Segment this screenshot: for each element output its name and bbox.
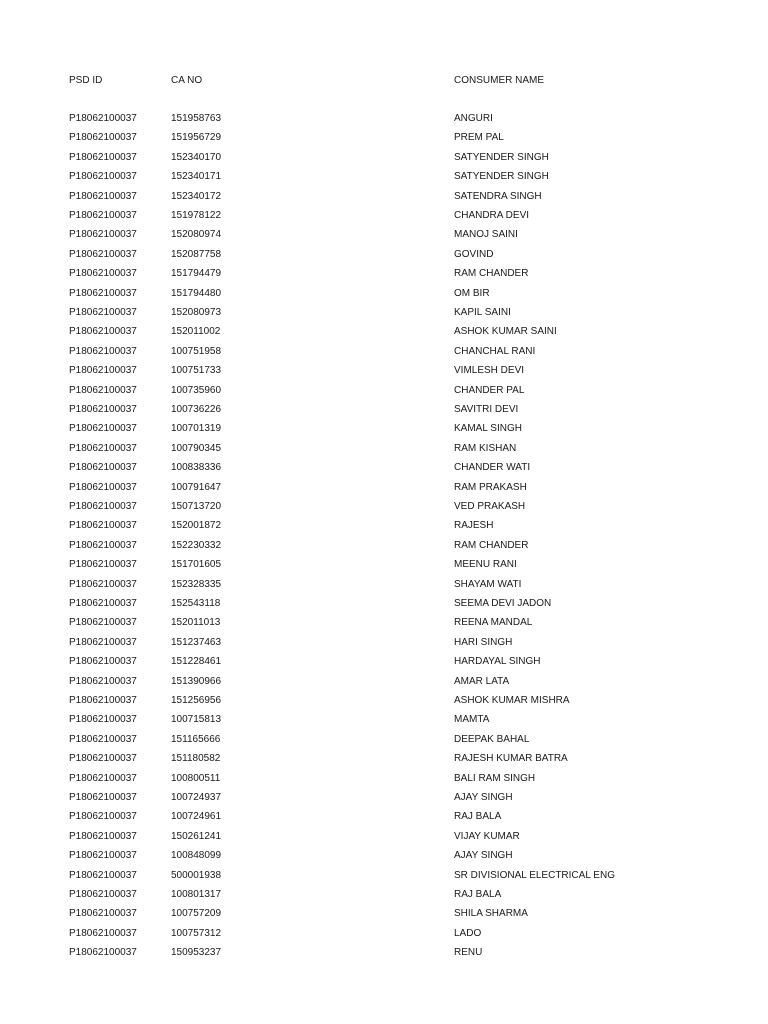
ca-no-cell: 100736226 [171,404,222,415]
psd-id-cell: P18062100037 [69,326,137,338]
consumer-name-cell: ASHOK KUMAR SAINI [454,326,557,338]
psd-id-cell: P18062100037 [69,365,137,377]
table-row [0,342,768,361]
table-row [0,284,768,303]
psd-id-cell: P18062100037 [69,792,137,803]
ca-no-cell: 152340171 [171,171,222,183]
ca-no-cell: 100735960 [171,384,222,396]
table-row [0,575,768,594]
ca-no-cell: 152011002 [171,326,221,338]
ca-no-cell: 150953237 [171,947,222,959]
ca-no-cell: 500001938 [171,869,222,881]
ca-no-cell: 100757209 [171,908,222,920]
psd-id-cell: P18062100037 [69,345,137,357]
psd-id-cell: P18062100037 [69,617,137,629]
table-row [0,128,768,147]
consumer-name-cell: RAM KISHAN [454,442,517,454]
psd-id-cell: P18062100037 [69,481,137,493]
column-header-ca-no: CA NO [171,75,203,86]
consumer-name-cell: HARDAYAL SINGH [454,656,541,668]
consumer-name-cell: SEEMA DEVI JADON [454,598,552,609]
psd-id-cell: P18062100037 [69,171,137,183]
ca-no-cell: 100751733 [171,365,222,377]
psd-id-cell: P18062100037 [69,889,137,900]
psd-id-cell: P18062100037 [69,248,137,260]
psd-id-cell: P18062100037 [69,501,137,512]
consumer-name-cell: VIJAY KUMAR [454,830,520,842]
psd-id-cell: P18062100037 [69,714,137,726]
psd-id-cell: P18062100037 [69,908,137,920]
ca-no-cell: 152340170 [171,151,222,163]
consumer-name-cell: RENU [454,947,483,959]
psd-id-cell: P18062100037 [69,113,137,124]
consumer-name-cell: SR DIVISIONAL ELECTRICAL ENG [454,869,615,881]
psd-id-cell: P18062100037 [69,636,137,648]
consumer-name-cell: CHANDER PAL [454,384,525,396]
psd-id-cell: P18062100037 [69,947,137,959]
table-row [0,633,768,652]
psd-id-cell: P18062100037 [69,268,137,280]
table-header-row [0,71,768,90]
ca-no-cell: 100800511 [171,772,221,784]
table-row [0,769,768,788]
ca-no-cell: 152080974 [171,229,222,241]
table-row [0,691,768,710]
table-row [0,710,768,729]
consumer-name-cell: SHAYAM WATI [454,578,522,590]
ca-no-cell: 100757312 [171,927,222,939]
table-row [0,245,768,264]
psd-id-cell: P18062100037 [69,307,137,318]
table-row [0,148,768,167]
table-row [0,652,768,671]
ca-no-cell: 150261241 [171,830,222,842]
psd-id-cell: P18062100037 [69,927,137,939]
psd-id-cell: P18062100037 [69,190,137,202]
consumer-name-cell: RAJESH KUMAR BATRA [454,753,568,765]
table-row [0,516,768,535]
ca-no-cell: 152328335 [171,578,222,590]
consumer-name-cell: RAJESH [454,520,494,532]
consumer-name-cell: KAMAL SINGH [454,423,522,435]
consumer-name-cell: AMAR LATA [454,675,510,687]
ca-no-cell: 150713720 [171,501,222,512]
psd-id-cell: P18062100037 [69,210,137,221]
table-row [0,381,768,400]
ca-no-cell: 100701319 [171,423,222,435]
ca-no-cell: 151958763 [171,113,222,124]
ca-no-cell: 152340172 [171,190,222,202]
table-row [0,730,768,749]
psd-id-cell: P18062100037 [69,869,137,881]
consumer-name-cell: RAM PRAKASH [454,481,527,493]
psd-id-cell: P18062100037 [69,850,137,862]
ca-no-cell: 100724937 [171,792,222,803]
consumer-name-cell: CHANCHAL RANI [454,345,536,357]
ca-no-cell: 152001872 [171,520,222,532]
consumer-name-cell: SATYENDER SINGH [454,151,549,163]
psd-id-cell: P18062100037 [69,578,137,590]
psd-id-cell: P18062100037 [69,559,137,571]
column-header-consumer-name: CONSUMER NAME [454,75,545,86]
consumer-name-cell: DEEPAK BAHAL [454,733,530,745]
psd-id-cell: P18062100037 [69,733,137,745]
psd-id-cell: P18062100037 [69,423,137,435]
consumer-name-cell: RAM CHANDER [454,268,529,280]
ca-no-cell: 151390966 [171,675,222,687]
ca-no-cell: 100838336 [171,462,222,474]
table-row [0,924,768,943]
table-row [0,361,768,380]
consumer-name-cell: RAM CHANDER [454,539,529,551]
psd-id-cell: P18062100037 [69,442,137,454]
consumer-name-cell: SATENDRA SINGH [454,190,542,202]
table-row [0,885,768,904]
psd-id-cell: P18062100037 [69,656,137,668]
ca-no-cell: 100715813 [171,714,222,726]
table-row [0,303,768,322]
consumer-name-cell: RAJ BALA [454,889,502,900]
psd-id-cell: P18062100037 [69,287,137,299]
psd-id-cell: P18062100037 [69,830,137,842]
table-row [0,536,768,555]
table-row [0,846,768,865]
table-row [0,400,768,419]
ca-no-cell: 151701605 [171,559,222,571]
table-row [0,594,768,613]
consumer-name-cell: REENA MANDAL [454,617,533,629]
ca-no-cell: 152011013 [171,617,221,629]
consumer-name-cell: MANOJ SAINI [454,229,518,241]
ca-no-cell: 151256956 [171,695,222,706]
consumer-name-cell: CHANDER WATI [454,462,531,474]
psd-id-cell: P18062100037 [69,462,137,474]
consumer-name-cell: PREM PAL [454,132,504,144]
psd-id-cell: P18062100037 [69,539,137,551]
ca-no-cell: 151165666 [171,733,221,745]
psd-id-cell: P18062100037 [69,404,137,415]
consumer-name-cell: CHANDRA DEVI [454,210,530,221]
table-row [0,807,768,826]
consumer-name-cell: MAMTA [454,714,490,726]
table-row [0,264,768,283]
psd-id-cell: P18062100037 [69,695,137,706]
psd-id-cell: P18062100037 [69,675,137,687]
consumer-name-cell: AJAY SINGH [454,792,513,803]
consumer-name-cell: VED PRAKASH [454,501,526,512]
psd-id-cell: P18062100037 [69,753,137,765]
consumer-name-cell: AJAY SINGH [454,850,513,862]
ca-no-cell: 151794480 [171,287,222,299]
consumer-name-cell: KAPIL SAINI [454,307,511,318]
table-row [0,322,768,341]
ca-no-cell: 100791647 [171,481,222,493]
table-row [0,866,768,885]
ca-no-cell: 100724961 [171,811,222,823]
table-row [0,109,768,128]
ca-no-cell: 100751958 [171,345,222,357]
table-row [0,827,768,846]
table-row [0,672,768,691]
consumer-name-cell: ASHOK KUMAR MISHRA [454,695,570,706]
consumer-name-cell: GOVIND [454,248,494,260]
ca-no-cell: 152080973 [171,307,222,318]
consumer-name-cell: SAVITRI DEVI [454,404,519,415]
table-row [0,613,768,632]
column-header-psd-id: PSD ID [69,75,103,86]
ca-no-cell: 151180582 [171,753,221,765]
consumer-name-cell: VIMLESH DEVI [454,365,525,377]
table-row [0,187,768,206]
table-row [0,439,768,458]
table-row [0,225,768,244]
ca-no-cell: 151237463 [171,636,222,648]
consumer-name-cell: RAJ BALA [454,811,502,823]
psd-id-cell: P18062100037 [69,598,137,609]
psd-id-cell: P18062100037 [69,132,137,144]
table-row [0,167,768,186]
table-row [0,419,768,438]
psd-id-cell: P18062100037 [69,772,137,784]
table-row [0,478,768,497]
ca-no-cell: 151794479 [171,268,222,280]
table-row [0,458,768,477]
consumer-name-cell: OM BIR [454,287,490,299]
psd-id-cell: P18062100037 [69,520,137,532]
ca-no-cell: 100790345 [171,442,222,454]
table-row [0,749,768,768]
consumer-name-cell: HARI SINGH [454,636,513,648]
ca-no-cell: 151956729 [171,132,222,144]
consumer-name-cell: BALI RAM SINGH [454,772,536,784]
psd-id-cell: P18062100037 [69,229,137,241]
consumer-name-cell: MEENU RANI [454,559,517,571]
consumer-name-cell: SHILA SHARMA [454,908,528,920]
consumer-name-cell: SATYENDER SINGH [454,171,549,183]
ca-no-cell: 152087758 [171,248,222,260]
ca-no-cell: 151978122 [171,210,222,221]
ca-no-cell: 152230332 [171,539,222,551]
table-row [0,904,768,923]
table-row [0,206,768,225]
consumer-name-cell: LADO [454,927,482,939]
ca-no-cell: 100801317 [171,889,222,900]
table-row [0,943,768,962]
table-row [0,555,768,574]
psd-id-cell: P18062100037 [69,384,137,396]
psd-id-cell: P18062100037 [69,811,137,823]
table-row [0,788,768,807]
table-row [0,497,768,516]
ca-no-cell: 152543118 [171,598,221,609]
psd-id-cell: P18062100037 [69,151,137,163]
consumer-name-cell: ANGURI [454,113,493,124]
ca-no-cell: 100848099 [171,850,222,862]
ca-no-cell: 151228461 [171,656,222,668]
